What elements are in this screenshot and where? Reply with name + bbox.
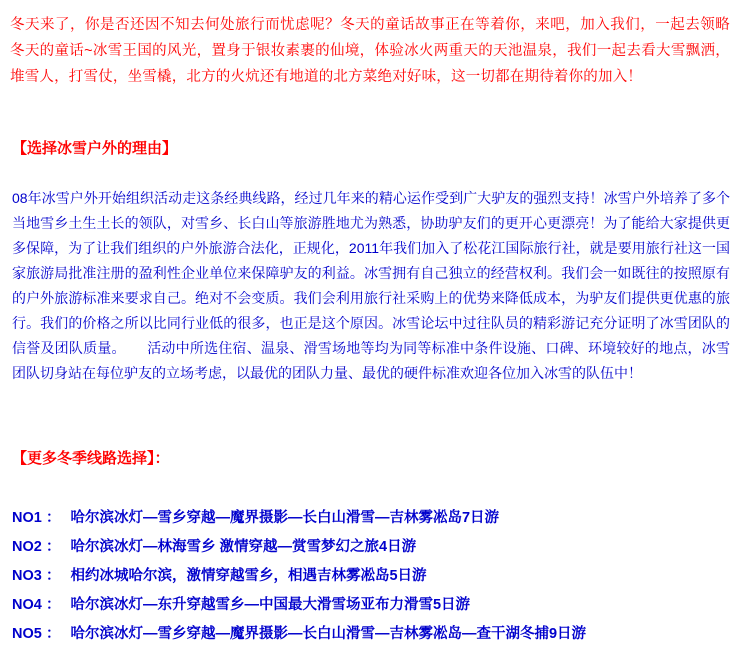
route-title: 哈尔滨冰灯—雪乡穿越—魔界摄影—长白山滑雪—吉林雾凇岛—查干湖冬捕9日游 (70, 626, 587, 642)
route-separator: ： (46, 626, 61, 642)
intro-paragraph: 冬天来了，你是否还因不知去何处旅行而忧虑呢？冬天的童话故事正在等着你，来吧，加入我们，一起去领略冬天的童话~冰雪王国的风光，置身于银妆素裹的仙境，体验冰火两重天的天池温泉，我们一起去看大雪飘洒，堆雪人，打雪仗，坐雪橇，北方的火炕还有地道的北方菜绝对好味，这一切都在期待着你的加入！ (10, 17, 730, 85)
route-separator: ： (46, 539, 61, 555)
list-item[interactable] (12, 620, 734, 649)
spacer (6, 160, 734, 186)
route-title: 哈尔滨冰灯—雪乡穿越—魔界摄影—长白山滑雪—吉林雾凇岛7日游 (70, 510, 500, 526)
section-body-reason: 08年冰雪户外开始组织活动走这条经典线路，经过几年来的精心运作受到广大驴友的强烈支持！冰雪户外培养了多个当地雪乡土生土长的领队，对雪乡、长白山等旅游胜地尤为熟悉，协助驴友们的更开心更漂亮！为了能给大家提供更多保障，为了让我们组织的户外旅游合法化，正规化，2011年我们加入了松花江国际旅行社，就是要用旅行社这一国家旅游局批准注册的盈利性企业单位来保障驴友的利益。冰雪拥有自己独立的经营权利。我们会一如既往的按照原有的户外旅游标准来要求自己。绝对不会变质。我们会利用旅行社采购上的优势来降低成本，为驴友们提供更优惠的旅行。我们的价格之所以比同行业低的很多，也正是这个原因。冰雪论坛中过往队员的精彩游记充分证明了冰雪团队的信誉及团队质量。 活动中所选住宿、温泉、滑雪场地等均为同等标准中条件设施、口碑、环境较好的地点，冰雪团队切身站在每位驴友的立场考虑，以最优的团队力量、最优的硬件标准欢迎各位加入冰雪的队伍中！ (12, 190, 730, 381)
document-page (0, 12, 740, 671)
route-number: NO1 (12, 510, 42, 526)
route-number: NO3 (12, 568, 42, 584)
spacer (6, 470, 734, 504)
section-heading-reason: 【选择冰雪户外的理由】 (12, 140, 178, 157)
route-number: NO2 (12, 539, 42, 555)
list-item[interactable] (12, 591, 734, 620)
section-heading-routes: 【更多冬季线路选择】： (12, 450, 170, 467)
route-separator: ： (46, 510, 61, 526)
list-item[interactable] (12, 562, 734, 591)
spacer (6, 386, 734, 448)
route-number: NO5 (12, 626, 42, 642)
route-number: NO4 (12, 597, 42, 613)
route-list (12, 504, 734, 649)
list-item[interactable] (12, 504, 734, 533)
route-separator: ： (46, 568, 61, 584)
route-title: 哈尔滨冰灯—东升穿越雪乡—中国最大滑雪场亚布力滑雪5日游 (70, 597, 471, 613)
list-item[interactable] (12, 533, 734, 562)
route-title: 相约冰城哈尔滨，激情穿越雪乡，相遇吉林雾凇岛5日游 (70, 568, 427, 584)
route-separator: ： (46, 597, 61, 613)
spacer (6, 90, 734, 138)
route-title: 哈尔滨冰灯—林海雪乡 激情穿越—赏雪梦幻之旅4日游 (70, 539, 417, 555)
